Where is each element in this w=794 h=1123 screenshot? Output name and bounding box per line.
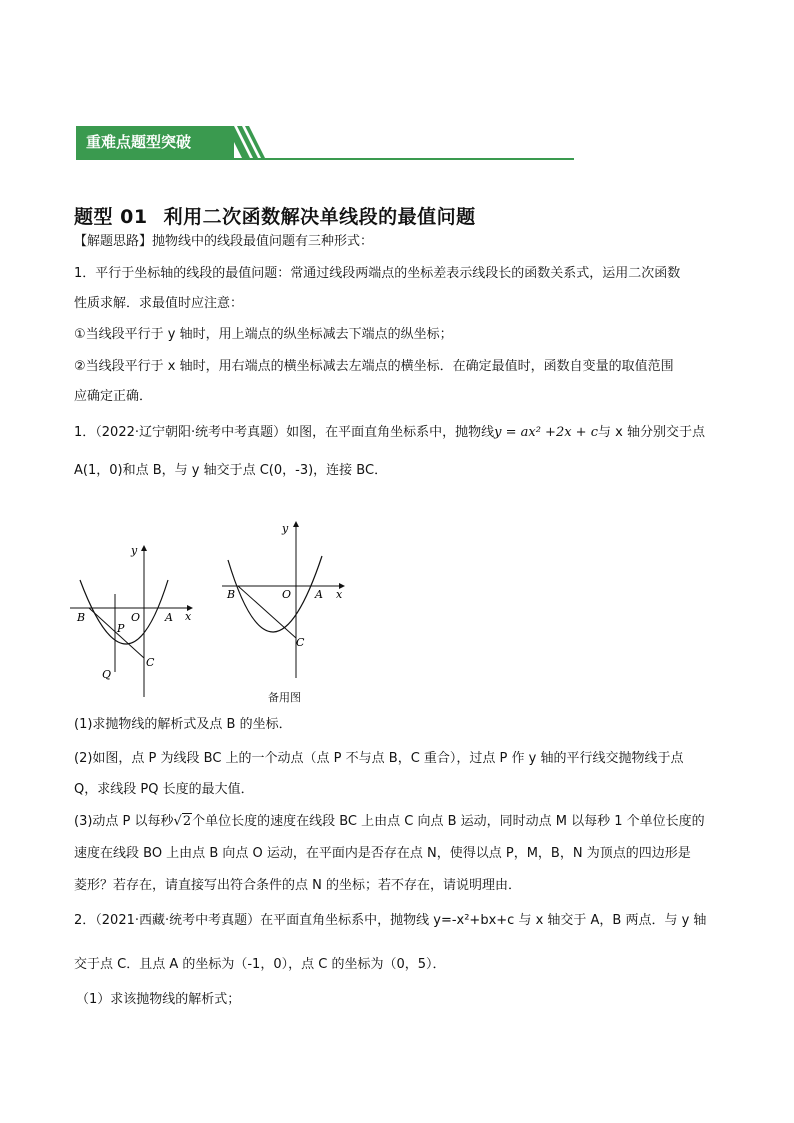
problem1-formula: y = ax² +2x + c bbox=[494, 425, 598, 440]
label-x: x bbox=[185, 610, 192, 623]
label-a: A bbox=[165, 611, 173, 624]
section-banner-label: 重难点题型突破 bbox=[76, 126, 234, 158]
problem1-q3-line3: 菱形？若存在，请直接写出符合条件的点 N 的坐标；若不存在，请说明理由． bbox=[74, 878, 521, 893]
problem1-intro bbox=[74, 418, 724, 448]
spare-label-x: x bbox=[336, 588, 343, 601]
section-banner bbox=[76, 126, 574, 160]
label-o: O bbox=[131, 611, 141, 624]
label-c: C bbox=[146, 656, 155, 669]
spare-figure-caption: 备用图 bbox=[268, 691, 301, 704]
label-y: y bbox=[131, 544, 138, 557]
problem1-q1: (1)求抛物线的解析式及点 B 的坐标． bbox=[74, 717, 292, 732]
label-q: Q bbox=[102, 668, 112, 681]
problem1-spare-figure bbox=[218, 518, 358, 688]
problem2-line2: 交于点 C．且点 A 的坐标为（-1，0），点 C 的坐标为（0，5）． bbox=[74, 957, 446, 972]
banner-stripes-icon bbox=[226, 126, 266, 158]
type-text: 利用二次函数解决单线段的最值问题 bbox=[163, 206, 476, 228]
problem1-intro-a: 1．（2022·辽宁朝阳·统考中考真题）如图，在平面直角坐标系中，抛物线 bbox=[74, 425, 495, 440]
spare-label-c: C bbox=[296, 636, 305, 649]
problem1-line2: A(1，0)和点 B，与 y 轴交于点 C(0，-3)，连接 BC． bbox=[74, 463, 388, 478]
problem1-figure bbox=[68, 542, 200, 702]
problem2-q1: （1）求该抛物线的解析式； bbox=[76, 992, 241, 1007]
ideas-note1: ①当线段平行于 y 轴时，用上端点的纵坐标减去下端点的纵坐标； bbox=[74, 327, 453, 342]
ideas-point1-line1: 1．平行于坐标轴的线段的最值问题：常通过线段两端点的坐标差表示线段长的函数关系式，运用二次函数 bbox=[74, 266, 681, 281]
problem1-intro-b: 与 x 轴分别交于点 bbox=[598, 425, 705, 440]
problem1-q2-line1: (2)如图，点 P 为线段 BC 上的一个动点（点 P 不与点 B，C 重合），过点 P 作 y 轴的平行线交抛物线于点 bbox=[74, 751, 684, 766]
ideas-note2-line1: ②当线段平行于 x 轴时，用右端点的横坐标减去左端点的横坐标．在确定最值时，函数自变量的取值范围 bbox=[74, 359, 674, 374]
sqrt-radicand: 2 bbox=[182, 814, 192, 829]
spare-parabola bbox=[228, 556, 322, 632]
banner-underline bbox=[76, 158, 574, 160]
problem2-line1: 2．（2021·西藏·统考中考真题）在平面直角坐标系中，抛物线 y=-x²+bx+c 与 x 轴交于 A，B 两点．与 y 轴 bbox=[74, 913, 707, 928]
spare-label-o: O bbox=[282, 588, 292, 601]
ideas-intro: 【解题思路】抛物线中的线段最值问题有三种形式： bbox=[74, 234, 374, 249]
problem1-q3-line1 bbox=[74, 807, 724, 837]
type-title bbox=[74, 202, 476, 229]
spare-label-y: y bbox=[282, 522, 289, 535]
sqrt-symbol: √2 bbox=[173, 814, 192, 829]
problem1-q3-line1-b: 个单位长度的速度在线段 BC 上由点 C 向点 B 运动，同时动点 M 以每秒 1 个单位长度的 bbox=[192, 814, 705, 829]
ideas-note2-line2: 应确定正确． bbox=[74, 389, 153, 404]
problem1-q2-line2: Q，求线段 PQ 长度的最大值． bbox=[74, 782, 254, 797]
problem1-q3-line2: 速度在线段 BO 上由点 B 向点 O 运动，在平面内是否存在点 N，使得以点 P，M，B，N 为顶点的四边形是 bbox=[74, 846, 691, 861]
ideas-point1-line2: 性质求解．求最值时应注意： bbox=[74, 296, 244, 311]
spare-label-b: B bbox=[227, 588, 236, 601]
label-b: B bbox=[77, 611, 86, 624]
type-number: 题型 01 bbox=[74, 206, 148, 228]
label-p: P bbox=[117, 622, 125, 635]
problem1-q3-line1-a: (3)动点 P 以每秒 bbox=[74, 814, 174, 829]
spare-label-a: A bbox=[315, 588, 323, 601]
